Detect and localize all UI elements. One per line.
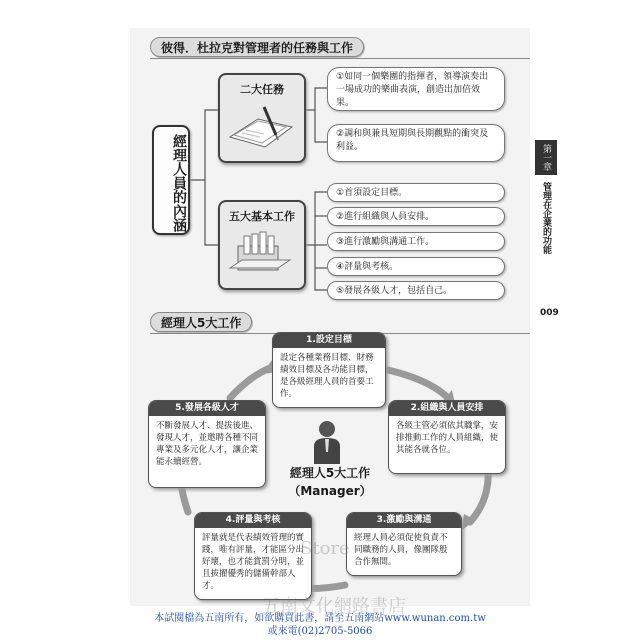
step-organize (388, 400, 506, 474)
basic-task-4: ④評量與考核。 (327, 257, 505, 276)
center-manager-label: 經理人5大工作 (289, 466, 371, 480)
step-body: 不斷發展人才、提拔後進、發現人才，並邀聘各種不同專業及多元化人才，讓企業能永續經營。 (156, 421, 259, 467)
chapter-title: 管理在企業的功能 (541, 182, 551, 254)
page-number: 009 (540, 308, 559, 318)
step-body: 經理人員必須促使負責不同職務的人員，像團隊般合作無間。 (354, 533, 448, 567)
step-head: 3.激勵與溝通 (347, 513, 461, 528)
basic-task-3: ③進行激勵與溝通工作。 (327, 232, 505, 251)
two-tasks-label: 二大任務 (240, 83, 284, 96)
watermark-bookstore: 五南文化網路書店 (262, 596, 406, 617)
step-evaluate (194, 512, 312, 600)
step-body: 設定各種業務目標、財務績效目標及各功能目標，是各級經理人員的首要工作。 (280, 353, 374, 399)
chapter-tab: 第一章 (535, 140, 557, 175)
step-head: 4.評量與考核 (195, 513, 311, 528)
purchase-notice-line2: 或來電(02)2705-5066 (267, 626, 373, 637)
watermark-store: Store (300, 538, 350, 559)
manager-content-tag: 經理人員的內涵 (152, 125, 190, 235)
step-motivate (346, 512, 462, 576)
step-develop-talent (148, 400, 266, 488)
step-head: 5.發展各級人才 (149, 401, 265, 416)
basic-task-2: ②進行組織與人員安排。 (327, 207, 505, 226)
purchase-notice (100, 612, 540, 638)
step-body: 評量就是代表績效管理的實踐，唯有評量，才能區分出好壞，也才能賞罰分明，並且拔擢優秀的儲備幹部人才。 (202, 533, 305, 591)
basic-task-1: ①首須設定目標。 (327, 183, 505, 202)
task-item-1: ①如同一個樂團的指揮者，領導演奏出一場成功的樂曲表演，創造出加倍效果。 (327, 67, 505, 111)
step-body: 各級主管必須依其職掌，安排推動工作的人員組織，使其能各就各位。 (396, 421, 499, 455)
section-title-five-jobs: 經理人5大工作 (150, 312, 252, 332)
purchase-notice-line1: 本試閱檔為五南所有，如欲購買此書，請至五南網站www.wunan.com.tw (154, 613, 486, 624)
step-set-goals (272, 332, 386, 408)
center-manager-sub: （Manager） (288, 484, 372, 498)
five-tasks-label: 五大基本工作 (229, 210, 295, 223)
step-head: 1.設定目標 (273, 333, 385, 348)
step-head: 2.組織與人員安排 (389, 401, 505, 416)
section-title-drucker: 彼得．杜拉克對管理者的任務與工作 (150, 37, 364, 57)
manager-person-icon (312, 420, 342, 464)
task-item-2: ②調和與兼具短期與長期觀點的衝突及利益。 (327, 124, 505, 162)
basic-task-5: ⑤發展各級人才，包括自己。 (327, 281, 505, 300)
